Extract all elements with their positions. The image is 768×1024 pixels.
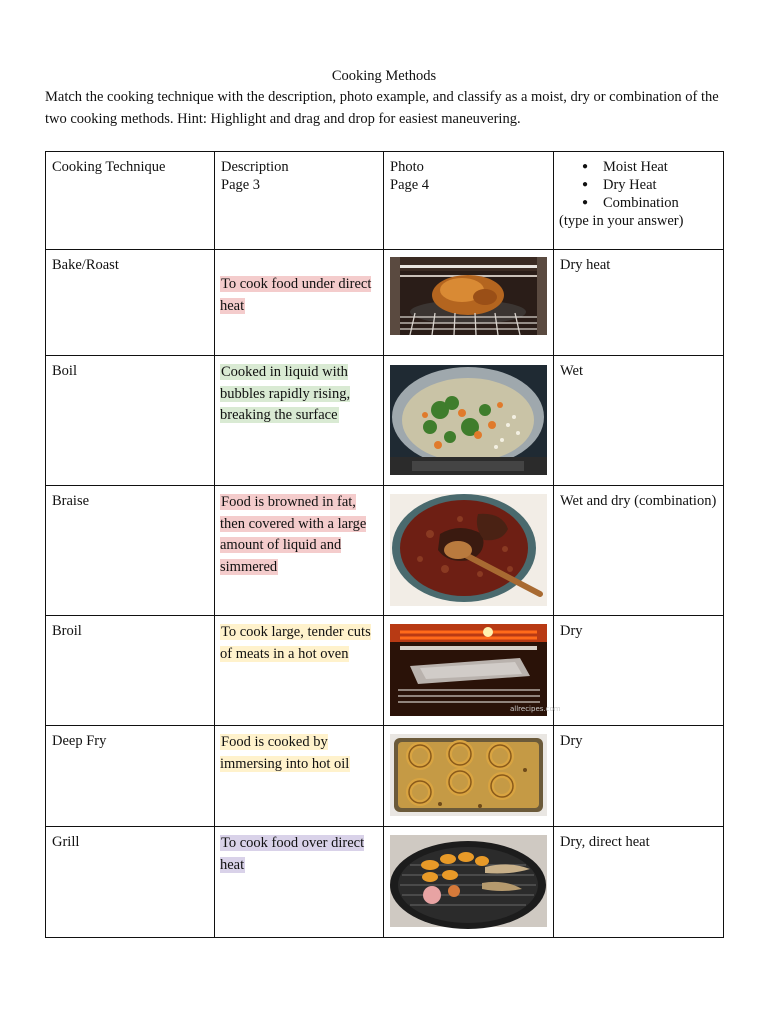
answer-cell[interactable]: [554, 616, 724, 726]
photo-cell[interactable]: [384, 250, 554, 356]
header-photo-label: Photo: [390, 159, 424, 175]
heat-type-dry: ● Dry Heat: [603, 176, 717, 194]
technique-cell[interactable]: Grill: [46, 827, 215, 938]
photo-cell[interactable]: [384, 726, 554, 827]
photo-cell[interactable]: [384, 486, 554, 616]
roast-chicken-in-oven-photo[interactable]: [390, 257, 547, 335]
description-text[interactable]: Food is browned in fat, then covered with a large amount of liquid and simmered: [220, 494, 367, 575]
technique-cell[interactable]: Bake/Roast: [46, 250, 215, 356]
header-photo-page: Page 4: [390, 177, 430, 193]
header-description-page: Page 3: [221, 177, 261, 193]
answer-cell[interactable]: [554, 827, 724, 938]
description-cell[interactable]: [215, 827, 384, 938]
description-cell[interactable]: [215, 486, 384, 616]
header-description-label: Description: [221, 159, 289, 175]
grill-vegetables-photo[interactable]: [390, 835, 547, 927]
description-cell[interactable]: [215, 356, 384, 486]
cooking-methods-table: [45, 151, 724, 938]
description-text[interactable]: To cook food under direct heat: [220, 276, 372, 314]
description-cell[interactable]: [215, 616, 384, 726]
broiler-oven-photo[interactable]: [390, 624, 561, 716]
header-heat-type: [554, 152, 724, 250]
table-row: [46, 356, 724, 486]
technique-cell[interactable]: Broil: [46, 616, 215, 726]
photo-watermark: allrecipes.com: [510, 705, 561, 713]
answer-text[interactable]: Dry heat: [560, 257, 611, 273]
technique-cell[interactable]: Boil: [46, 356, 215, 486]
answer-cell[interactable]: [554, 726, 724, 827]
photo-cell[interactable]: [384, 356, 554, 486]
table-header-row: [46, 152, 724, 250]
description-text[interactable]: Food is cooked by immersing into hot oil: [220, 734, 350, 772]
heat-type-moist: ● Moist Heat: [603, 158, 717, 176]
description-cell[interactable]: [215, 726, 384, 827]
photo-cell[interactable]: [384, 616, 561, 726]
deep-fried-rings-photo[interactable]: [390, 734, 547, 816]
photo-cell[interactable]: [384, 827, 554, 938]
technique-cell[interactable]: Braise: [46, 486, 215, 616]
table-row: [46, 616, 724, 726]
description-text[interactable]: To cook food over direct heat: [220, 835, 365, 873]
heat-type-list: [559, 158, 717, 212]
answer-text[interactable]: Wet: [560, 363, 583, 379]
answer-cell[interactable]: [554, 356, 724, 486]
table-row: [46, 486, 724, 616]
answer-cell[interactable]: [554, 250, 724, 356]
answer-text[interactable]: Dry, direct heat: [560, 834, 650, 850]
answer-cell[interactable]: [554, 486, 724, 616]
answer-text[interactable]: Wet and dry (combination): [560, 493, 717, 509]
instructions: Match the cooking technique with the description, photo example, and classify as a moist, dry or combination of the two cooking methods. Hint: Highlight and drag and drop for easiest maneuvering.: [45, 89, 719, 127]
header-description: [215, 152, 384, 250]
table-row: [46, 726, 724, 827]
answer-text[interactable]: Dry: [560, 733, 583, 749]
table-row: [46, 827, 724, 938]
description-text[interactable]: Cooked in liquid with bubbles rapidly rising, breaking the surface: [220, 364, 351, 423]
header-photo: [384, 152, 554, 250]
type-answer-note: (type in your answer): [559, 213, 684, 229]
table-row: [46, 250, 724, 356]
header-technique: Cooking Technique: [46, 152, 215, 250]
description-text[interactable]: To cook large, tender cuts of meats in a hot oven: [220, 624, 371, 662]
boiling-vegetable-pot-photo[interactable]: [390, 365, 547, 475]
description-cell[interactable]: [215, 250, 384, 356]
technique-cell[interactable]: Deep Fry: [46, 726, 215, 827]
braised-meat-pot-photo[interactable]: [390, 494, 547, 606]
answer-text[interactable]: Dry: [560, 623, 583, 639]
page-title: Cooking Methods: [331, 68, 437, 84]
heat-type-combination: ● Combination: [603, 194, 717, 212]
